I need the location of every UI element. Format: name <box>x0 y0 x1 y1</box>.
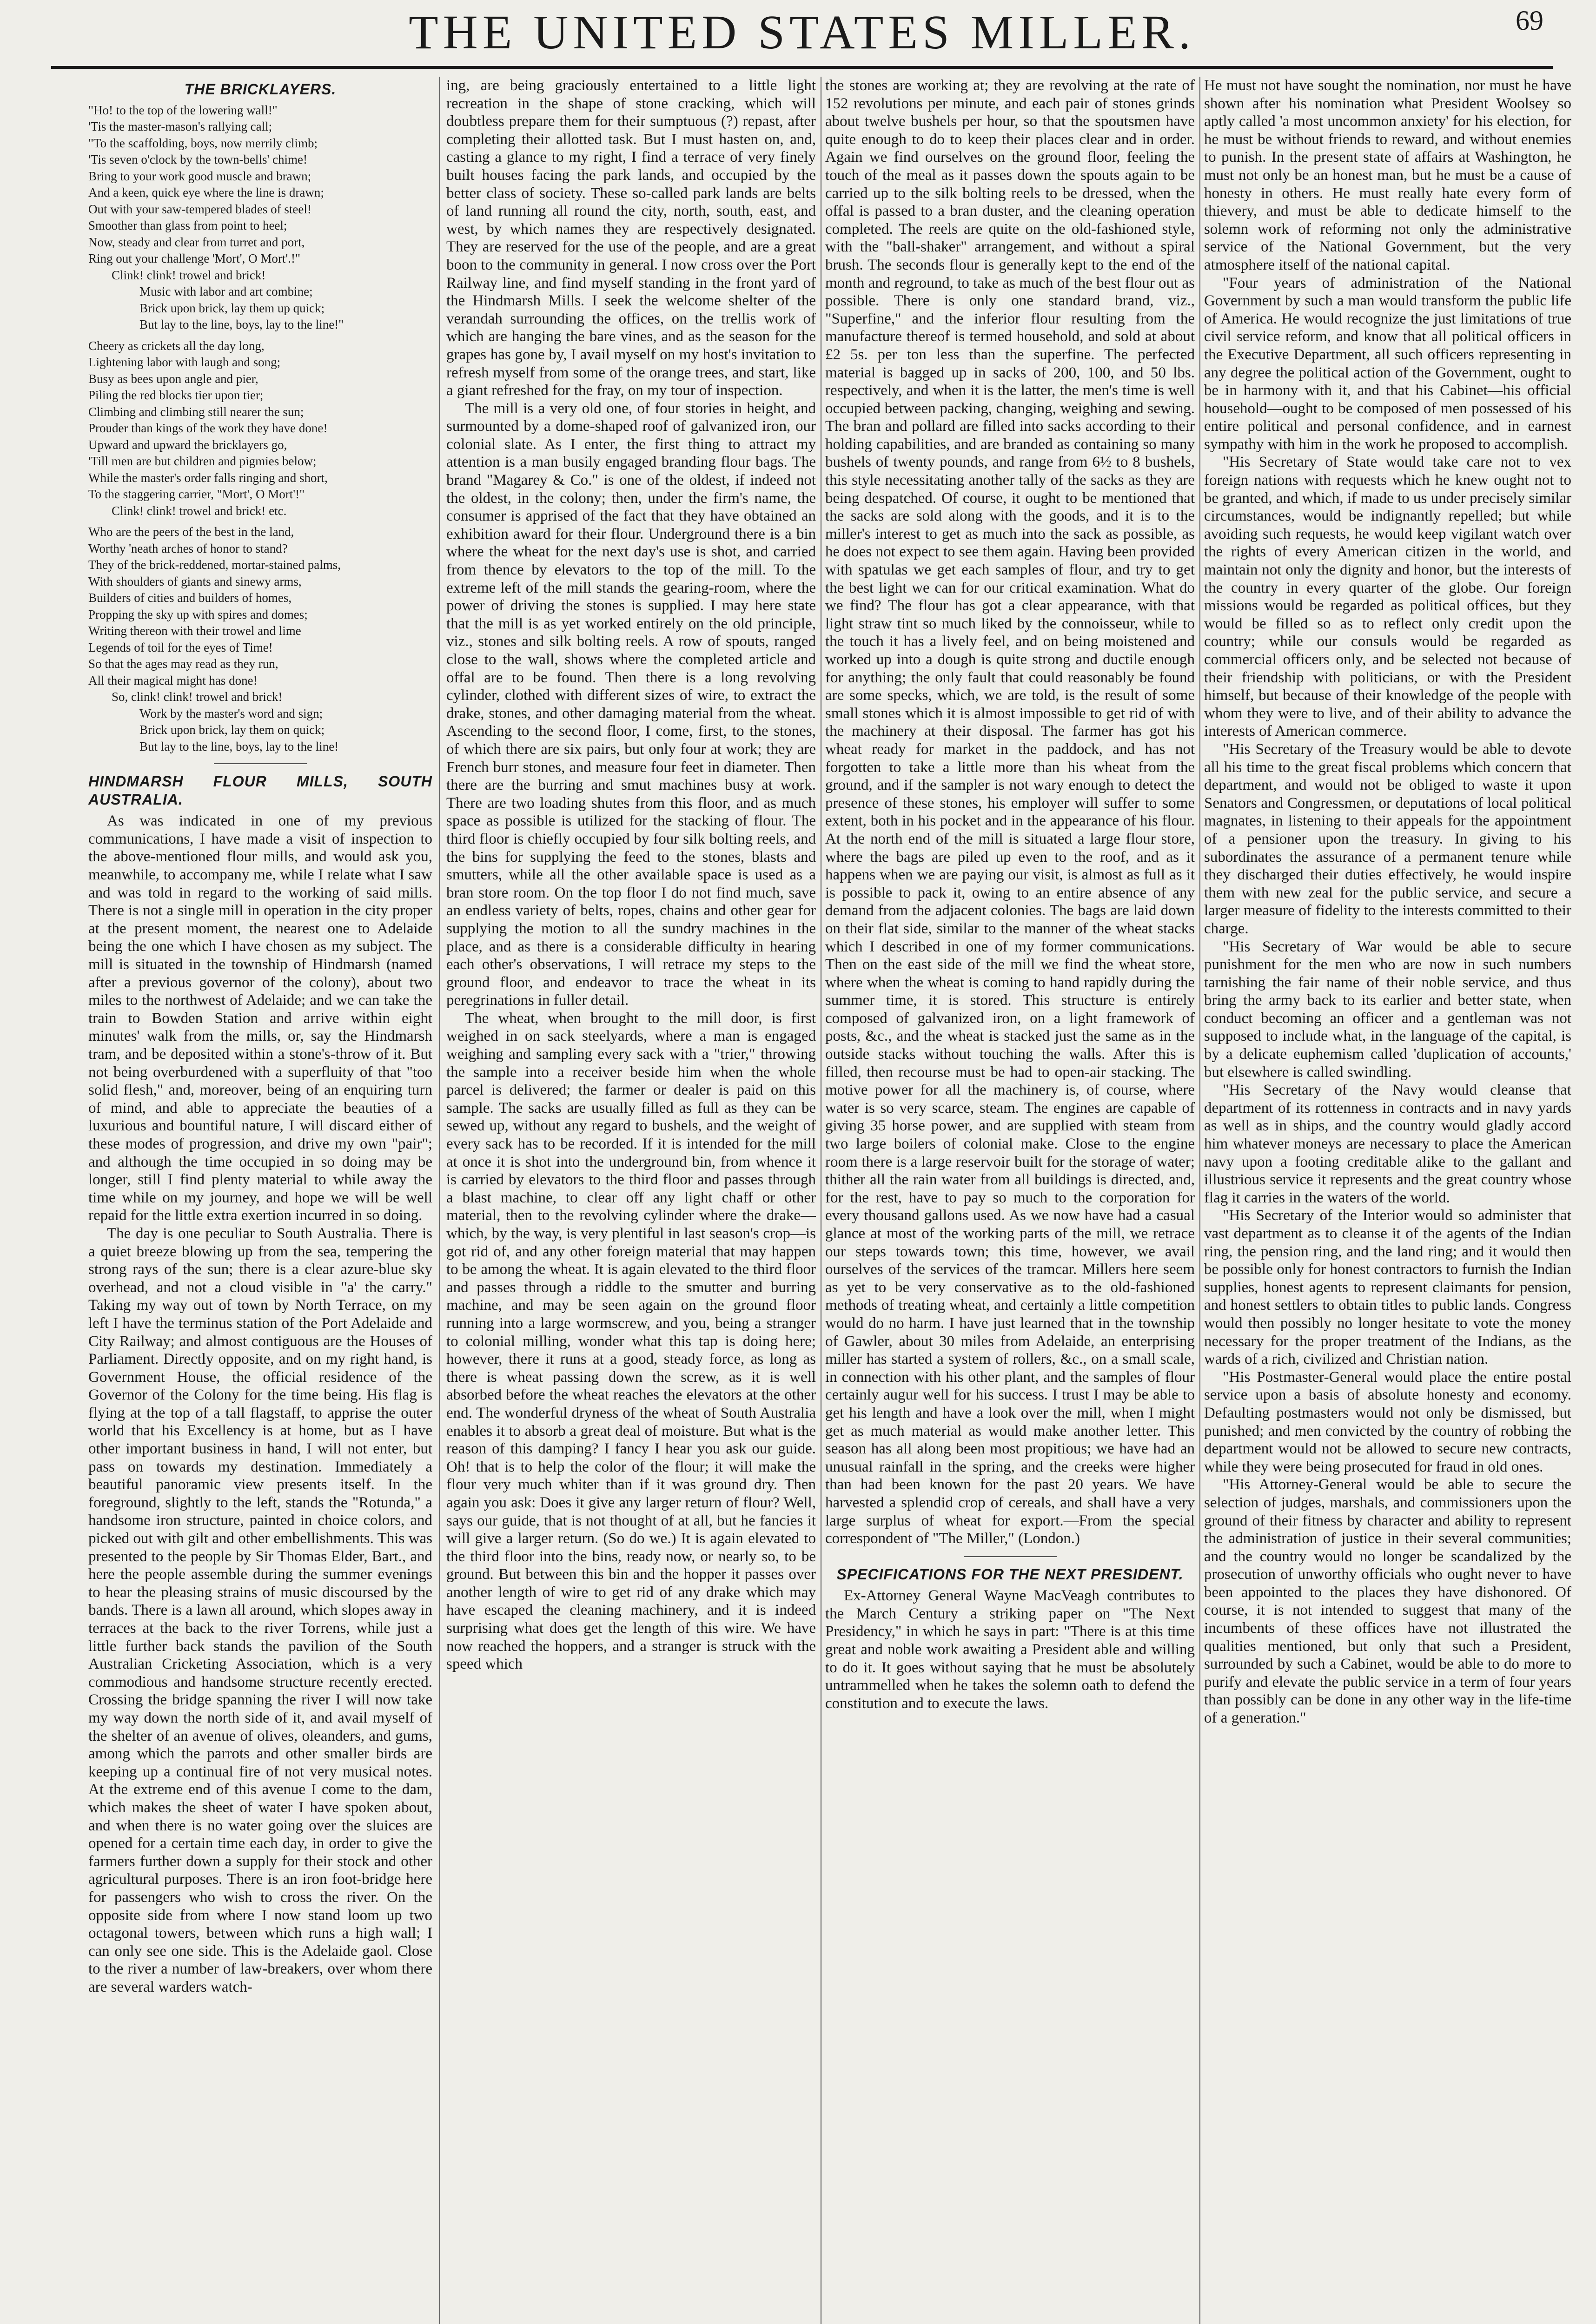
president-heading: SPECIFICATIONS FOR THE NEXT PRESIDENT. <box>836 1565 1184 1583</box>
section-divider <box>964 1556 1057 1557</box>
poem-line: Out with your saw-tempered blades of steel! <box>88 202 311 216</box>
poem-line: All their magical might has done! <box>88 673 258 687</box>
masthead-title: THE UNITED STATES MILLER. <box>409 6 1195 59</box>
poem-line: Prouder than kings of the work they have done! <box>88 421 328 436</box>
poem-line: And a keen, quick eye where the line is drawn; <box>88 185 324 200</box>
column-3 <box>825 77 1195 2324</box>
paragraph: the stones are working at; they are revolving at the rate of 152 revolutions per minute, and each pair of stones grinds about twelve bushels per hour, so that the spoutsmen have quite enough to do to keep their places clear and in order. Again we find ourselves on the ground floor, feeling the touch of the meal as it passes down the spouts again to be carried up to the silk bolting reels to be dressed, when the offal is passed to a bran duster, and the cleaning operation completed. The reels are quite on the old-fashioned style, with the "ball-shaker" arrangement, and without a spiral brush. The seconds flour is generally kept to the end of the month and reground, to take as much of the best flour out as possible. There is only one standard brand, viz., "Superfine," and the inferior flour resulting from the manufacture thereof is termed household, and sold at about £2 5s. per ton less than the superfine. The perfected material is bagged up in sacks of 200, 100, and 50 lbs. respectively, and when it is the latter, the men's time is well occupied between packing, changing, weighing and sewing. The bran and pollard are filled into sacks according to their holding capabilities, and are branded as containing so many bushels of twenty pounds, and range from 6½ to 8 bushels, this style necessitating another tally of the sacks as they are being despatched. Of course, it ought to be mentioned that the sacks are sold along with the goods, and it is to the miller's interest to get as much into the sack as possible, as he does not expect to see them again. Having been provided with spatulas we get each samples of flour, and try to get the best light we can for our critical examination. What do we find? The flour has got a clear appearance, with that light straw tint so much liked by the connoisseur, while to the touch it has a lively feel, and on being moistened and worked up into a dough is quite strong and ductile enough for anything; the only fault that could reasonably be found are some specks, which, we are told, is the result of some small stones which it is almost impossible to get rid of with the machinery at their disposal. The farmer has got his wheat ready for market in the paddock, and has not forgotten to take a little more than his wheat from the ground, and if the sampler is not wary enough to detect the presence of these stones, his employer will suffer to some extent, both in his pocket and in the appearance of his flour. At the north end of the mill is situated a large flour store, where the bags are piled up even to the roof, and as it happens when we are paying our visit, is almost as full as it is possible to pack it, owing to an entire absence of any demand from the adjacent colonies. The bags are laid down on their flat side, similar to the manner of the wheat stacks which I described in one of my former communications. Then on the east side of the mill we find the wheat store, where when the wheat is coming to hand rapidly during the summer time, it is stored. This structure is entirely composed of galvanized iron, on a light framework of posts, &c., and the wheat is stacked just the same as in the outside stacks without touching the walls. After this is filled, then recourse must be had to open-air stacking. The motive power for all the machinery is, of course, where water is so very scarce, steam. The engines are capable of giving 35 horse power, and are supplied with steam from two large boilers of colonial make. Close to the engine room there is a large reservoir built for the storage of water; thither all the rain water from all buildings is directed, and, for the rest, have to pay so much to the corporation for every thousand gallons used. As we now have had a casual glance at most of the working parts of the mill, we retrace our steps towards town; this time, however, we avail ourselves of the services of the tramcar. Millers here seem as yet to be very conservative as to the old-fashioned methods of treating wheat, and certainly a little competition would do no harm. I have just learned that in the township of Gawler, about 30 miles from Adelaide, an enterprising miller has started a system of rollers, &c., on a small scale, in connection with his other plant, and the samples of flour certainly augur well for his success. I trust I may be able to get his length and have a look over the mill, when I might get as much material as would make another letter. This season has all along been most propitious; we have had an unusual rainfall in the spring, and the creeks were higher than had been known for the past 20 years. We have harvested a splendid crop of cereals, and shall have a very large surplus of wheat for export.—From the special correspondent of "The Miller," (London.) <box>825 77 1195 1547</box>
paragraph: ing, are being graciously entertained to a little light recreation in the shape of stone cracking, which will doubtless prepare them for their sumptuous (?) repast, after completing their allotted task. But I must hasten on, and, casting a glance to my right, I find a terrace of very finely built houses facing the park lands, and occupied by the better class of society. These so-called park lands are belts of land running all round the city, north, south, east, and west, by which names they are respectively designated. They are reserved for the use of the people, and are a great boon to the community in general. I now cross over the Port Railway line, and find myself standing in the front yard of the Hindmarsh Mills. I seek the welcome shelter of the verandah surrounding the offices, on the trellis work of which are hanging the bare vines, and as the season for the grapes has gone by, I avail myself on my host's invitation to refresh myself from some of the orange trees, and start, like a giant refreshed for the fray, on my tour of inspection. <box>446 77 816 399</box>
section-divider <box>214 763 307 764</box>
paragraph: As was indicated in one of my previous communications, I have made a visit of inspection to the above-mentioned flour mills, and would ask you, meanwhile, to accompany me, while I relate what I saw and was told in regard to the working of said mills. There is not a single mill in operation in the city proper at the present moment, the nearest one to Adelaide being the one which I have chosen as my subject. The mill is situated in the township of Hindmarsh (named after a previous governor of the colony), about two miles to the northwest of Adelaide; and we can take the train to Bowden Station and arrive within eight minutes' walk from the mills, or, say the Hindmarsh tram, and be deposited within a stone's-throw of it. But not being overburdened with a superfluity of that "too solid flesh," and, moreover, being of an enquiring turn of mind, and able to appreciate the beauties of a luxurious and bountiful nature, I will discard either of these modes of progression, and drive my own "pair"; and although the time occupied in so doing may be longer, still I find plenty material to while away the time while on my journey, and hope we will be well repaid for the little extra exertion incurred in so doing. <box>88 812 432 1224</box>
paragraph: The wheat, when brought to the mill door, is first weighed in on sack steelyards, where a man is engaged weighing and sampling every sack with a "trier," throwing the sample into a receiver beside him when the whole parcel is delivered; the farmer or dealer is paid on this sample. The sacks are usually filled as full as they can be sewed up, without any regard to bushels, and the weight of every sack has to be recorded. If it is intended for the mill at once it is shot into the underground bin, from whence it is carried by elevators to the third floor and passes through a blast machine, to clear off any light chaff or other material, then to the revolving cylinder where the drake—which, by the way, is very plentiful in last season's crop—is got rid of, and any other foreign material that may happen to be among the wheat. It is again elevated to the third floor and passes through a riddle to the smutter and burring machine, and may be seen again on the ground floor running into a large wormscrew, and you, being a stranger to colonial milling, wonder what this tap is doing here; however, there it runs at a good, steady force, as long as there is wheat passing down the screw, as it is well absorbed before the wheat reaches the elevators at the other end. The wonderful dryness of the wheat of South Australia enables it to absorb a great deal of moisture. But what is the reason of this damping? I fancy I hear you ask our guide. Oh! that is to help the color of the flour; it will make the flour very much whiter than if it was ground dry. Then again you ask: Does it give any larger return of flour? Well, says our guide, that is not thought of at all, but he fancies it will give a larger return. (So do we.) It is again elevated to the third floor into the bins, ready now, or nearly so, to be ground. But between this bin and the hopper it passes over another length of wire to get rid of any drake which may have escaped the cleaning machinery, and it is indeed surprising what does get the length of this wire. We have now reached the hoppers, and a stranger is struck with the speed which <box>446 1010 816 1673</box>
hindmarsh-heading: HINDMARSH FLOUR MILLS, SOUTH AUSTRALIA. <box>88 773 432 808</box>
president-article-part-2 <box>1204 77 1571 1727</box>
poem-line: Smoother than glass from point to heel; <box>88 218 287 233</box>
poem-line: Clink! clink! trowel and brick! etc. <box>112 503 287 518</box>
masthead-rule <box>51 66 1553 69</box>
poem-line: Clink! clink! trowel and brick! <box>112 268 266 282</box>
paragraph: "His Secretary of the Treasury would be able to devote all his time to the great fiscal problems which concern that department, and would not be obliged to waste it upon Senators and Congressmen, or deputations of local political magnates, in listening to their appeals for the appointment of a pensioner upon the treasury. In giving to his subordinates the assurance of a permanent tenure while they discharged their duties effectively, he would inspire them with new zeal for the public service, and secure a larger measure of fidelity to the interests committed to their charge. <box>1204 740 1571 937</box>
column-4 <box>1204 77 1571 2324</box>
poem-line: To the staggering carrier, "Mort', O Mort'!" <box>88 487 305 502</box>
poem-line: So, clink! clink! trowel and brick! <box>112 690 283 704</box>
poem-line: They of the brick-reddened, mortar-stained palms, <box>88 558 341 572</box>
paragraph: The mill is a very old one, of four stories in height, and surmounted by a dome-shaped roof of galvanized iron, our colonial slate. As I enter, the first thing to attract my attention is a man busily engaged branding flour bags. The brand "Magarey & Co." is one of the oldest, if indeed not the oldest, in the colony; then, under the firm's name, the consumer is apprised of the fact that they have obtained an exhibition award for their flour. Underground there is a bin where the wheat for the next day's use is shot, and carried from thence by elevators to the top of the mill. To the extreme left of the mill stands the gearing-room, where the power of driving the stones is supplied. I may here state that the mill is as yet worked entirely on the old principle, viz., stones and silk bolting reels. A row of spouts, ranged close to the wall, shows where the completed article and offal are to be found. Then there is a long revolving cylinder, clothed with different sizes of wire, to extract the drake, stones, and other damaging material from the wheat. Ascending to the second floor, I come, first, to the stones, of which there are six pairs, but only four at work; they are French burr stones, and measure four feet in diameter. Then there are the burring and smut machines busy at work. There are two loading shutes from this floor, and as much space as possible is utilized for the stacking of flour. The third floor is chiefly occupied by four silk bolting reels, and the bins for supplying the feed to the stones, blasts and smutters, while all the other available space is used as a bran store room. On the top floor I do not find much, save an endless variety of belts, ropes, chains and other gear for supplying the motion to all the sundry machines in the place, and as there is a considerable difficulty in hearing each other's observations, I will retrace my steps to the ground floor, and endeavor to trace the wheat in its peregrinations in fuller detail. <box>446 400 816 1009</box>
poem-line: While the master's order falls ringing and short, <box>88 470 328 485</box>
poem-line: Propping the sky up with spires and domes; <box>88 607 308 621</box>
paragraph: "His Secretary of War would be able to secure punishment for the men who are now in such numbers tarnishing the fair name of their noble service, and thus bring the army back to its earlier and better state, when conduct becoming an officer and a gentleman was not supposed to include what, in the language of the capital, is by a delicate euphemism called 'duplication of accounts,' but elsewhere is called swindling. <box>1204 938 1571 1081</box>
bricklayers-poem <box>88 102 432 755</box>
poem-line: So that the ages may read as they run, <box>88 657 278 671</box>
column-divider <box>1199 77 1200 2324</box>
poem-line: Bring to your work good muscle and brawn; <box>88 169 311 183</box>
poem-line: Builders of cities and builders of homes, <box>88 591 292 605</box>
masthead <box>51 5 1553 65</box>
poem-line: 'Till men are but children and pigmies below; <box>88 454 317 469</box>
poem-line: Upward and upward the bricklayers go, <box>88 437 287 452</box>
poem-line: Legends of toil for the eyes of Time! <box>88 640 273 654</box>
poem-line: "To the scaffolding, boys, now merrily climb; <box>88 136 318 150</box>
president-article-part-1 <box>825 1587 1195 1712</box>
poem-line: Now, steady and clear from turret and port, <box>88 235 305 249</box>
poem-line: Music with labor and art combine; <box>139 284 313 299</box>
hindmarsh-article-part-1 <box>88 812 432 1996</box>
poem-line: "Ho! to the top of the lowering wall!" <box>88 103 278 117</box>
hindmarsh-article-part-3 <box>825 77 1195 1548</box>
paragraph: "His Secretary of State would take care not to vex foreign nations with requests which he knew ought not to be granted, and which, if made to us under precisely similar circumstances, would be indignantly repelled; but while avoiding such requests, he would keep vigilant watch over the rights of every American citizen in the world, and maintain not only the dignity and honor, but the interests of the country in every quarter of the globe. Our foreign missions would be regarded as political offices, but they would be filled so as to reflect only credit upon the country; while our consuls would be regarded as commercial officers only, and be selected not because of their friendship with politicians, or with the President himself, but because of their knowledge of the people with whom they were to live, and of their ability to advance the interests of American commerce. <box>1204 454 1571 740</box>
paragraph: "His Attorney-General would be able to secure the selection of judges, marshals, and commissioners upon the ground of their fitness by character and ability to represent the administration of justice in their several communities; and the country would no longer be scandalized by the prosecution of unworthy officials who ought never to have been appointed to the places they have dishonored. Of course, it is not intended to suggest that many of the incumbents of these offices have not illustrated the qualities mentioned, but only that such a President, surrounded by such a Cabinet, would be able to do more to purify and elevate the public service in a term of four years than possibly can be done in any other way in the life-time of a generation." <box>1204 1476 1571 1727</box>
paragraph: Ex-Attorney General Wayne MacVeagh contributes to the March Century a striking paper on "The Next Presidency," in which he says in part: "There is at this time great and noble work awaiting a President able and willing to do it. It goes without saying that he must be absolutely untrammelled when he takes the solemn oath to defend the constitution and to execute the laws. <box>825 1587 1195 1712</box>
poem-line: Writing thereon with their trowel and lime <box>88 624 301 638</box>
poem-line: Climbing and climbing still nearer the sun; <box>88 404 304 419</box>
poem-line: Work by the master's word and sign; <box>139 706 323 720</box>
poem-line: But lay to the line, boys, lay to the line! <box>139 739 339 753</box>
page-number: 69 <box>1516 5 1543 36</box>
poem-line: Who are the peers of the best in the land, <box>88 525 294 539</box>
poem-line: With shoulders of giants and sinewy arms, <box>88 574 302 588</box>
column-2 <box>446 77 816 2324</box>
poem-line: Cheery as crickets all the day long, <box>88 338 265 353</box>
paragraph: The day is one peculiar to South Australia. There is a quiet breeze blowing up from the sea, tempering the strong rays of the sun; there is a clear azure-blue sky overhead, and not a cloud visible in "a' the carry." Taking my way out of town by North Terrace, on my left I have the terminus station of the Port Adelaide and City Railway; and almost contiguous are the Houses of Parliament. Directly opposite, and on my right hand, is Government House, the official residence of the Governor of the Colony for the time being. His flag is flying at the top of a tall flagstaff, to apprise the outer world that his Excellency is at home, but as I have other important business in hand, I will not enter, but pass on towards my destination. Immediately a beautiful panoramic view presents itself. In the foreground, slightly to the left, stands the "Rotunda," a handsome iron structure, painted in choice colors, and picked out with gilt and other embellishments. This was presented to the people by Sir Thomas Elder, Bart., and here the people assemble during the summer evenings to hear the pleasing strains of music discoursed by the bands. There is a lawn all around, which slopes away in terraces at the back to the river Torrens, while just a little further back stands the pavilion of the South Australian Cricketing Association, which is a very commodious and handsome structure recently erected. Crossing the bridge spanning the river I will now take my way down the north side of it, and avail myself of the shelter of an avenue of olives, oleanders, and gums, among which the parrots and other smaller birds are keeping up a continual fire of not very musical notes. At the extreme end of this avenue I come to the dam, which makes the sheet of water I have spoken about, and when there is no water going over the sluices are opened for a certain time each day, in order to give the farmers further down a supply for their stock and other agricultural purposes. There is an iron foot-bridge here for passengers who wish to cross the river. On the opposite side from where I now stand loom up two octagonal towers, between which runs a high wall; I can only see one side. This is the Adelaide gaol. Close to the river a number of law-breakers, over whom there are several warders watch- <box>88 1225 432 1995</box>
paragraph: "His Secretary of the Interior would so administer that vast department as to cleanse it of the agents of the Indian ring, the pension ring, and the land ring; and it would then be possible only for honest contractors to furnish the Indian supplies, honest agents to represent claimants for pension, and honest settlers to obtain titles to public lands. Congress would then possibly no longer hesitate to vote the money necessary for the proper treatment of the Indians, as the wards of a rich, civilized and Christian nation. <box>1204 1207 1571 1368</box>
column-divider <box>439 77 440 2324</box>
bricklayers-heading: THE BRICKLAYERS. <box>184 81 337 98</box>
paragraph: He must not have sought the nomination, nor must he have shown after his nomination what President Woolsey so aptly called 'a most uncommon anxiety' for his election, for he must be without friends to reward, and without enemies to punish. In the present state of affairs at Washington, he must not only be an honest man, but he must be a cause of honesty in others. He must really hate every form of thievery, and must be able to dedicate himself to the solemn work of reforming not only the administrative service of the National Government, but the very atmosphere itself of the national capital. <box>1204 77 1571 273</box>
poem-line: Brick upon brick, lay them up quick; <box>139 301 325 315</box>
stanza-gap <box>88 519 432 524</box>
column-1 <box>88 77 432 2324</box>
paragraph: "Four years of administration of the National Government by such a man would transform the public life of America. He would recognize the just limitations of true civil service reform, and know that all political officers in the Executive Department, all such officers representing in any degree the political action of the Government, ought to be in harmony with it, and that his Cabinet—his official household—ought to be composed of men possessed of his entire political and personal confidence, and in earnest sympathy with him in the work he proposed to accomplish. <box>1204 274 1571 453</box>
poem-line: 'Tis seven o'clock by the town-bells' chime! <box>88 152 308 167</box>
poem-line: 'Tis the master-mason's rallying call; <box>88 119 272 134</box>
poem-line: But lay to the line, boys, lay to the line!" <box>139 317 344 332</box>
poem-line: Ring out your challenge 'Mort', O Mort'.!" <box>88 251 301 266</box>
stanza-gap <box>88 333 432 338</box>
hindmarsh-article-part-2 <box>446 77 816 1673</box>
poem-line: Busy as bees upon angle and pier, <box>88 371 258 386</box>
paragraph: "His Secretary of the Navy would cleanse that department of its rottenness in contracts and in navy yards as well as in ships, and the country would gladly accord him whatever moneys are necessary to place the American navy upon a footing creditable alike to the gallant and illustrious service it represents and the great country whose flag it carries in the waters of the world. <box>1204 1082 1571 1206</box>
poem-line: Piling the red blocks tier upon tier; <box>88 388 264 403</box>
newspaper-page <box>51 0 1571 2324</box>
poem-line: Brick upon brick, lay them on quick; <box>139 723 325 737</box>
poem-line: Lightening labor with laugh and song; <box>88 355 281 370</box>
paragraph: "His Postmaster-General would place the entire postal service upon a basis of absolute honesty and economy. Defaulting postmasters would not only be dismissed, but punished; and men convicted by the country of robbing the department would not be allowed to secure new contracts, while they were being prosecuted for fraud in old ones. <box>1204 1368 1571 1475</box>
poem-line: Worthy 'neath arches of honor to stand? <box>88 541 288 555</box>
